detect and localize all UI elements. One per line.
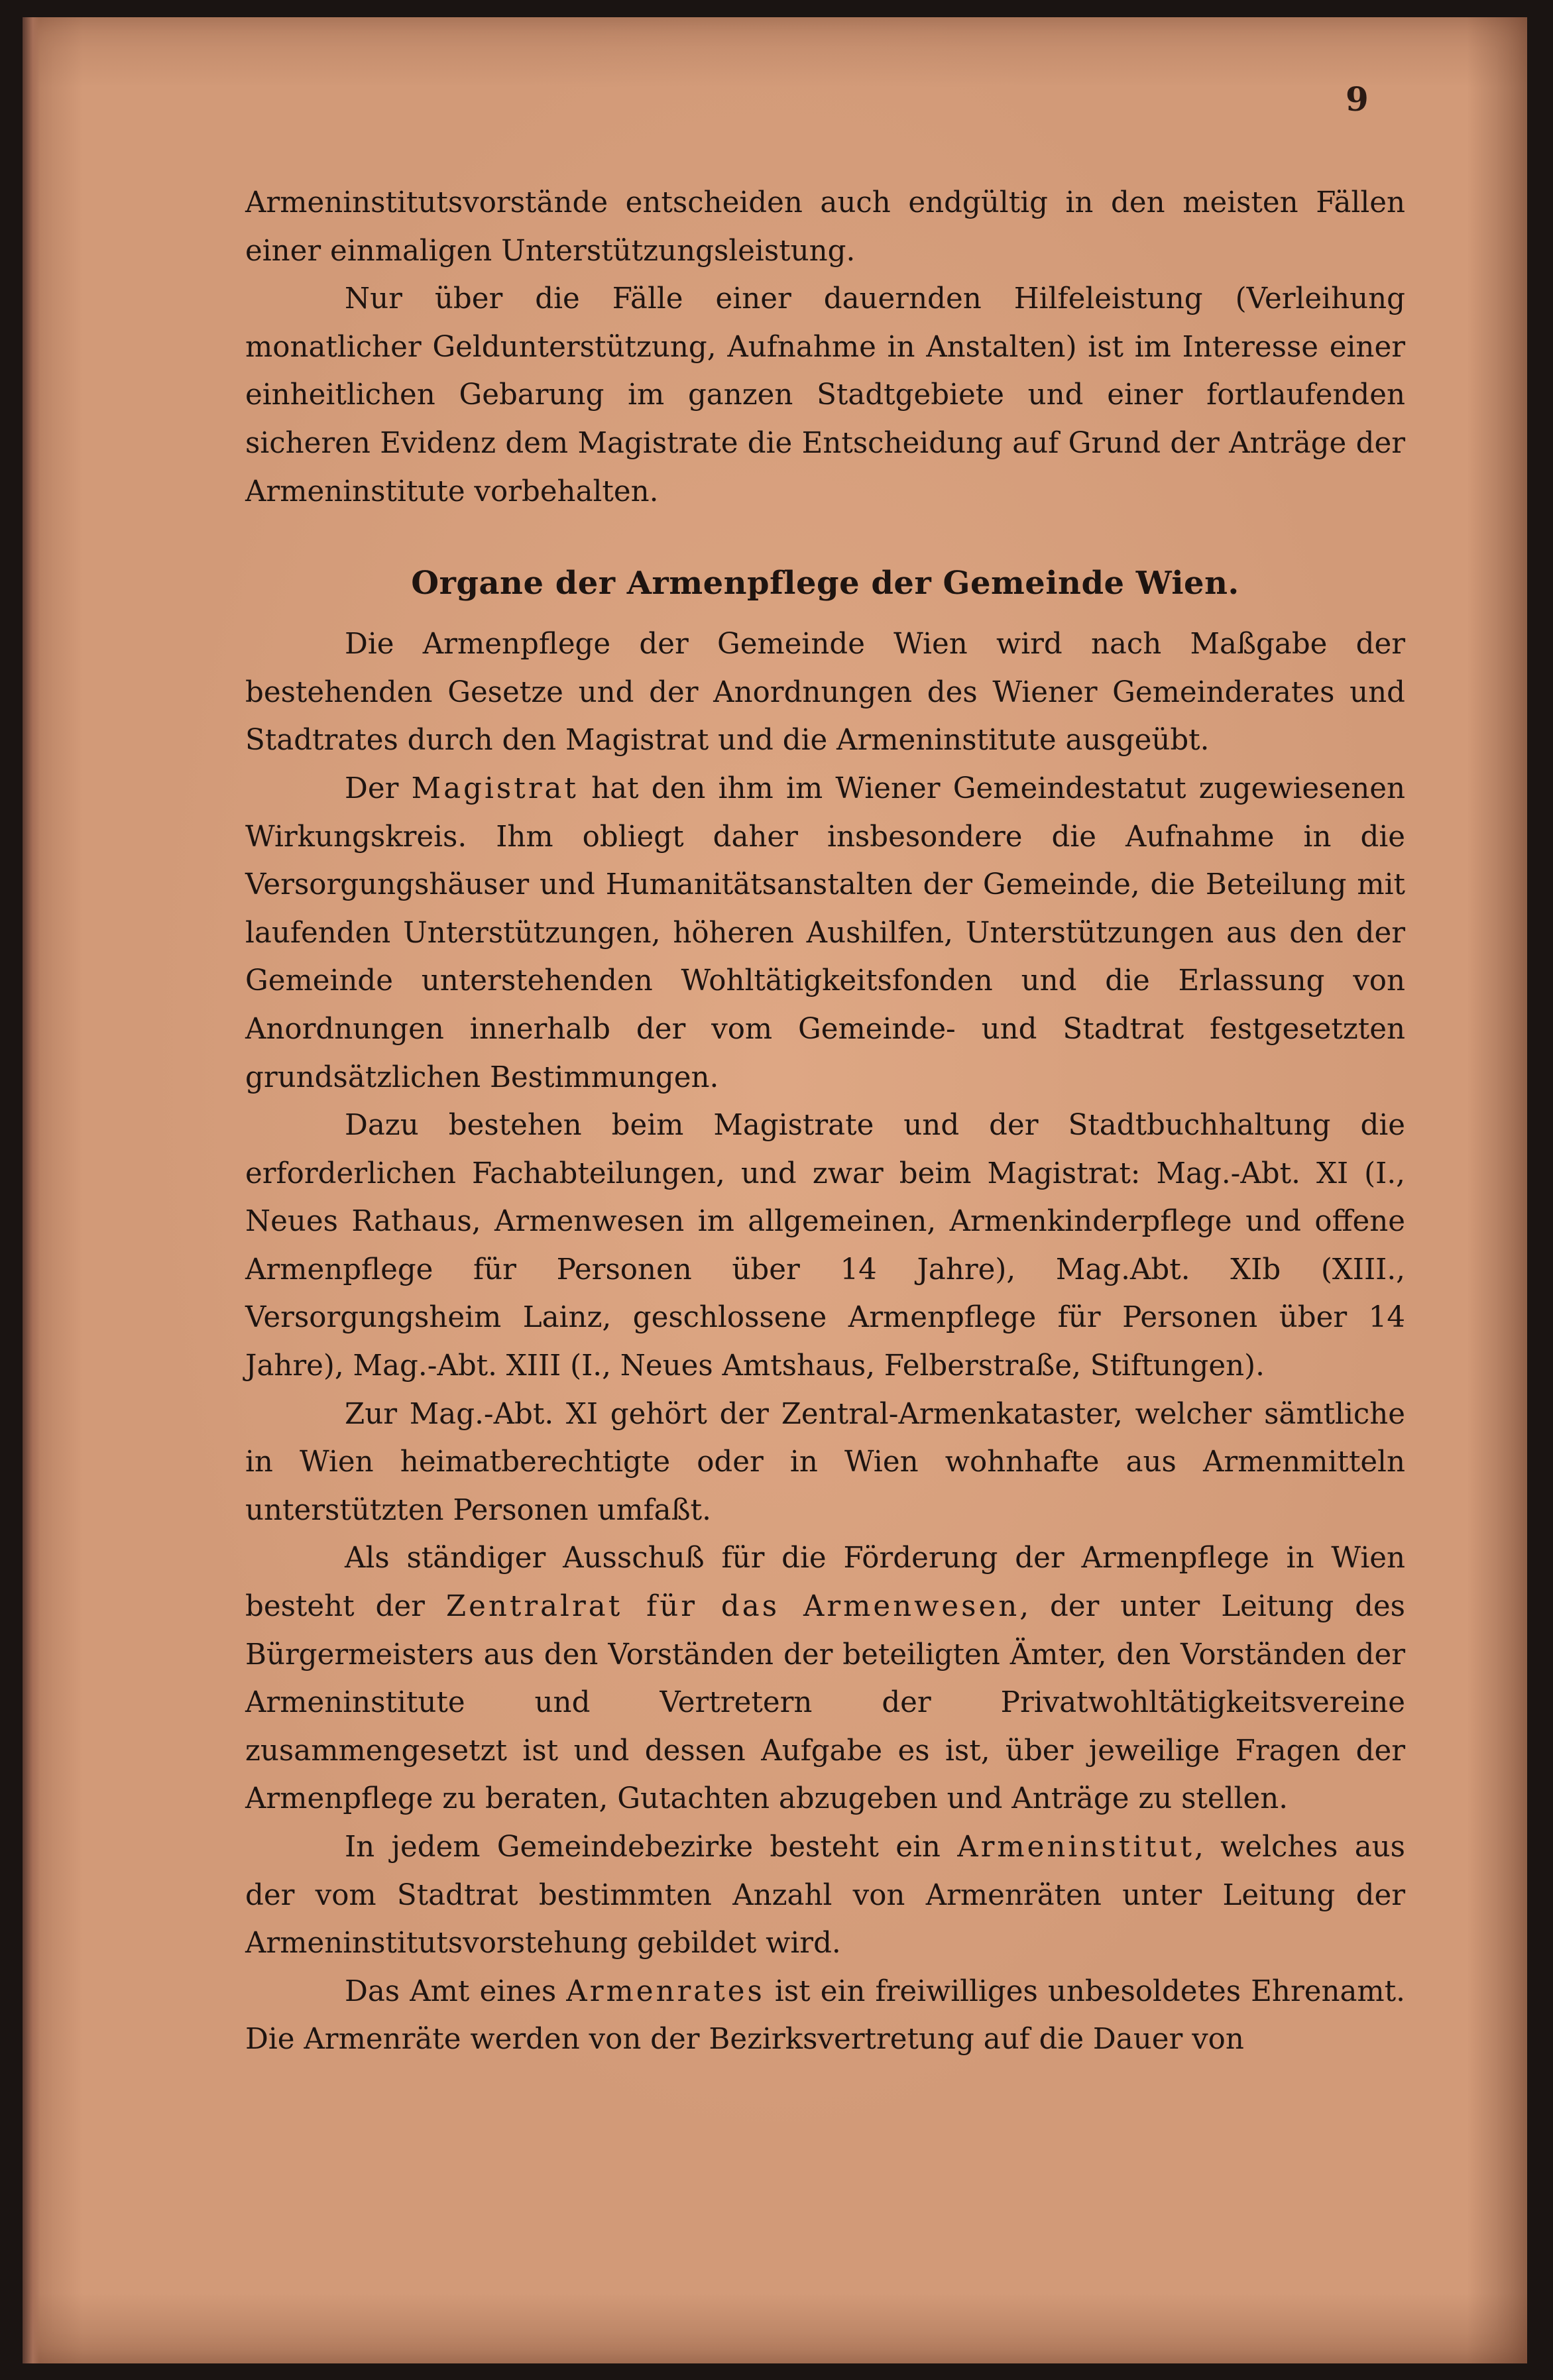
paragraph-fachabteilungen: Dazu bestehen beim Magistrate und der Stadtbuchhaltung die erforderlichen Fachabteilungen, und zwar beim Magistrat: Mag.-Abt. XI (I., Neues Rathaus, Armenwesen im allgemeinen, Armenkinderpflege und offene Armenpflege für Personen über 14 Jahre), Mag.Abt. XIb (XIII., Versorgungsheim Lainz, geschlossene Armenpflege für Personen über 14 Jahre), Mag.-Abt. XIII (I., Neues Amtshaus, Felberstraße, Stiftungen). <box>245 1109 1405 1383</box>
section-heading: Organe der Armenpflege der Gemeinde Wien. <box>411 565 1239 602</box>
paragraph-evidenz: Nur über die Fälle einer dauernden Hilfeleistung (Verleihung monatlicher Geldunterstützung, Aufnahme in Anstalten) ist im Interesse einer einheitlichen Gebarung im ganzen Stadtgebiete und einer fortlaufenden sicheren Evidenz dem Magistrate die Entscheidung auf Grund der Anträge der Armeninstitute vorbehalten. <box>245 282 1405 508</box>
spaced-term-magistrat: Magistrat <box>411 771 579 805</box>
paragraph-armeninstitut: In jedem Gemeindebezirke besteht ein Armeninstitut, welches aus der vom Stadtrat bestimmten Anzahl von Armenräten unter Leitung der Armeninstitutsvorstehung gebildet wird. <box>245 1831 1406 1960</box>
body-text <box>245 179 1405 2064</box>
spaced-term-armenrat: Armenrates <box>566 1974 765 2008</box>
page-number: 9 <box>1346 80 1369 119</box>
book-spine-edge <box>23 17 40 2363</box>
paragraph-continued: Armeninstitutsvorstände entscheiden auch endgültig in den meisten Fällen einer einmaligen Unterstützungsleistung. <box>245 186 1405 268</box>
paragraph-armenpflege: Die Armenpflege der Gemeinde Wien wird nach Maßgabe der bestehenden Gesetze und der Anordnungen des Wiener Gemeinderates und Stadtrates durch den Magistrat und die Armeninstitute ausgeübt. <box>245 628 1405 758</box>
paragraph-armenrat: Das Amt eines Armenrates ist ein freiwilliges unbesoldetes Ehrenamt. Die Armenräte werden von der Bezirksvertretung auf die Dauer von <box>245 1974 1405 2057</box>
spaced-term-zentralrat: Zentralrat für das Armenwesen <box>445 1590 1020 1624</box>
spaced-term-armeninstitut: Armeninstitut <box>957 1831 1195 1864</box>
paragraph-magistrat: Der Magistrat hat den ihm im Wiener Gemeindestatut zugewiesenen Wirkungskreis. Ihm obliegt daher insbesondere die Aufnahme in die Versorgungshäuser und Humanitätsanstalten der Gemeinde, die Beteilung mit laufenden Unterstützungen, höheren Aushilfen, Unterstützungen aus den der Gemeinde unterstehenden Wohltätigkeitsfonden und die Erlassung von Anordnungen innerhalb der vom Gemeinde- und Stadtrat festgesetzten grundsätzlichen Bestimmungen. <box>245 771 1406 1094</box>
paragraph-zentralrat: Als ständiger Ausschuß für die Förderung der Armenpflege in Wien besteht der Zentralrat für das Armenwesen, der unter Leitung des Bürgermeisters aus den Vorständen der beteiligten Ämter, den Vorständen der Armeninstitute und Vertretern der Privatwohltätigkeitsvereine zusammengesetzt ist und dessen Aufgabe es ist, über jeweilige Fragen der Armenpflege zu beraten, Gutachten abzugeben und Anträge zu stellen. <box>245 1542 1405 1816</box>
paragraph-armenkataster: Zur Mag.-Abt. XI gehört der Zentral-Armenkataster, welcher sämtliche in Wien heimatberechtigte oder in Wien wohnhafte aus Armenmitteln unterstützten Personen umfaßt. <box>245 1397 1405 1527</box>
